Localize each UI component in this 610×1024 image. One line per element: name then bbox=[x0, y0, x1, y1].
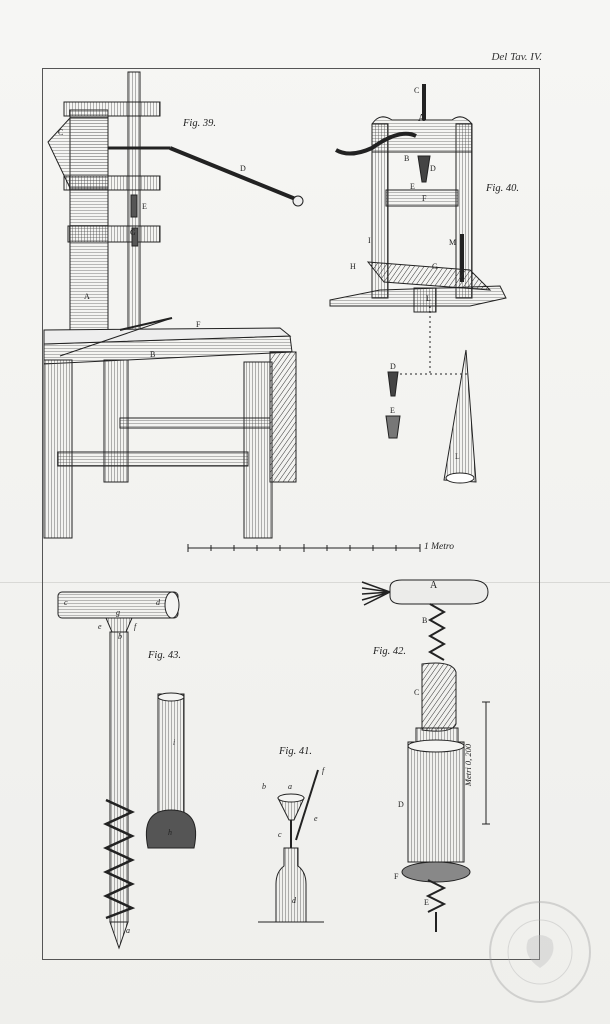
fig40-letter: G bbox=[432, 262, 438, 271]
fig39-drawing bbox=[44, 72, 303, 538]
fig39-letter: C bbox=[58, 128, 64, 137]
fig43-letter: d bbox=[156, 598, 160, 607]
fig40-letter: L bbox=[426, 294, 431, 303]
fig43-letter: b bbox=[118, 632, 122, 641]
fig41-letter: c bbox=[278, 830, 282, 839]
fig40-letter: D bbox=[390, 362, 396, 371]
fig40-letter: E bbox=[390, 406, 395, 415]
fig43-caption: Fig. 43. bbox=[148, 650, 181, 661]
fig42-letter: E bbox=[424, 898, 429, 907]
fig43-letter: g bbox=[116, 608, 120, 617]
fig42-letter: C bbox=[414, 688, 420, 697]
fig39-letter: G bbox=[130, 228, 136, 237]
fig40-letter: L bbox=[455, 452, 460, 461]
fig40-letter: F bbox=[422, 194, 427, 203]
library-stamp bbox=[488, 900, 592, 1004]
fig42-letter: D bbox=[398, 800, 404, 809]
fig39-letter: B bbox=[150, 350, 156, 359]
fig43-letter: a bbox=[126, 926, 130, 935]
fig39-letter: E bbox=[142, 202, 147, 211]
fig43-letter: h bbox=[168, 828, 172, 837]
fig41-letter: f bbox=[322, 766, 325, 775]
fig39-letter: D bbox=[240, 164, 246, 173]
fig39-caption: Fig. 39. bbox=[183, 118, 216, 129]
fig40-letter: I bbox=[368, 236, 371, 245]
fig40-drawing bbox=[330, 84, 506, 483]
fig42-letter: F bbox=[394, 872, 399, 881]
vertical-scale-label: Metri 0, 200 bbox=[463, 743, 474, 787]
fig41-drawing bbox=[258, 770, 324, 922]
fig41-caption: Fig. 41. bbox=[279, 746, 312, 757]
fig40-caption: Fig. 40. bbox=[486, 183, 519, 194]
fig40-letter: M bbox=[449, 238, 457, 247]
fig41-letter: d bbox=[292, 896, 296, 905]
fig41-letter: b bbox=[262, 782, 266, 791]
fig40-letter: H bbox=[350, 262, 356, 271]
plate-title: Del Tav. IV. bbox=[491, 51, 542, 63]
fig41-letter: e bbox=[314, 814, 318, 823]
scale-bar-label: 1 Metro bbox=[424, 542, 454, 552]
fig42-caption: Fig. 42. bbox=[373, 646, 406, 657]
fig40-letter: A bbox=[418, 113, 426, 124]
fig41-letter: a bbox=[288, 782, 292, 791]
fig40-letter: D bbox=[430, 164, 436, 173]
fig40-letter: E bbox=[410, 182, 415, 191]
fig43-letter: c bbox=[64, 598, 68, 607]
fig42-letter: B bbox=[422, 616, 428, 625]
fig43-letter: e bbox=[98, 622, 102, 631]
fig43-drawing bbox=[58, 592, 196, 948]
fig43-letter: i bbox=[173, 738, 176, 747]
fig40-letter: B bbox=[404, 154, 410, 163]
fig40-letter: C bbox=[414, 86, 420, 95]
fig39-letter: A bbox=[84, 292, 90, 301]
fig39-letter: F bbox=[196, 320, 201, 329]
fig42-letter: A bbox=[430, 580, 438, 591]
scale-bar bbox=[188, 544, 420, 552]
fig43-letter: f bbox=[134, 622, 137, 631]
